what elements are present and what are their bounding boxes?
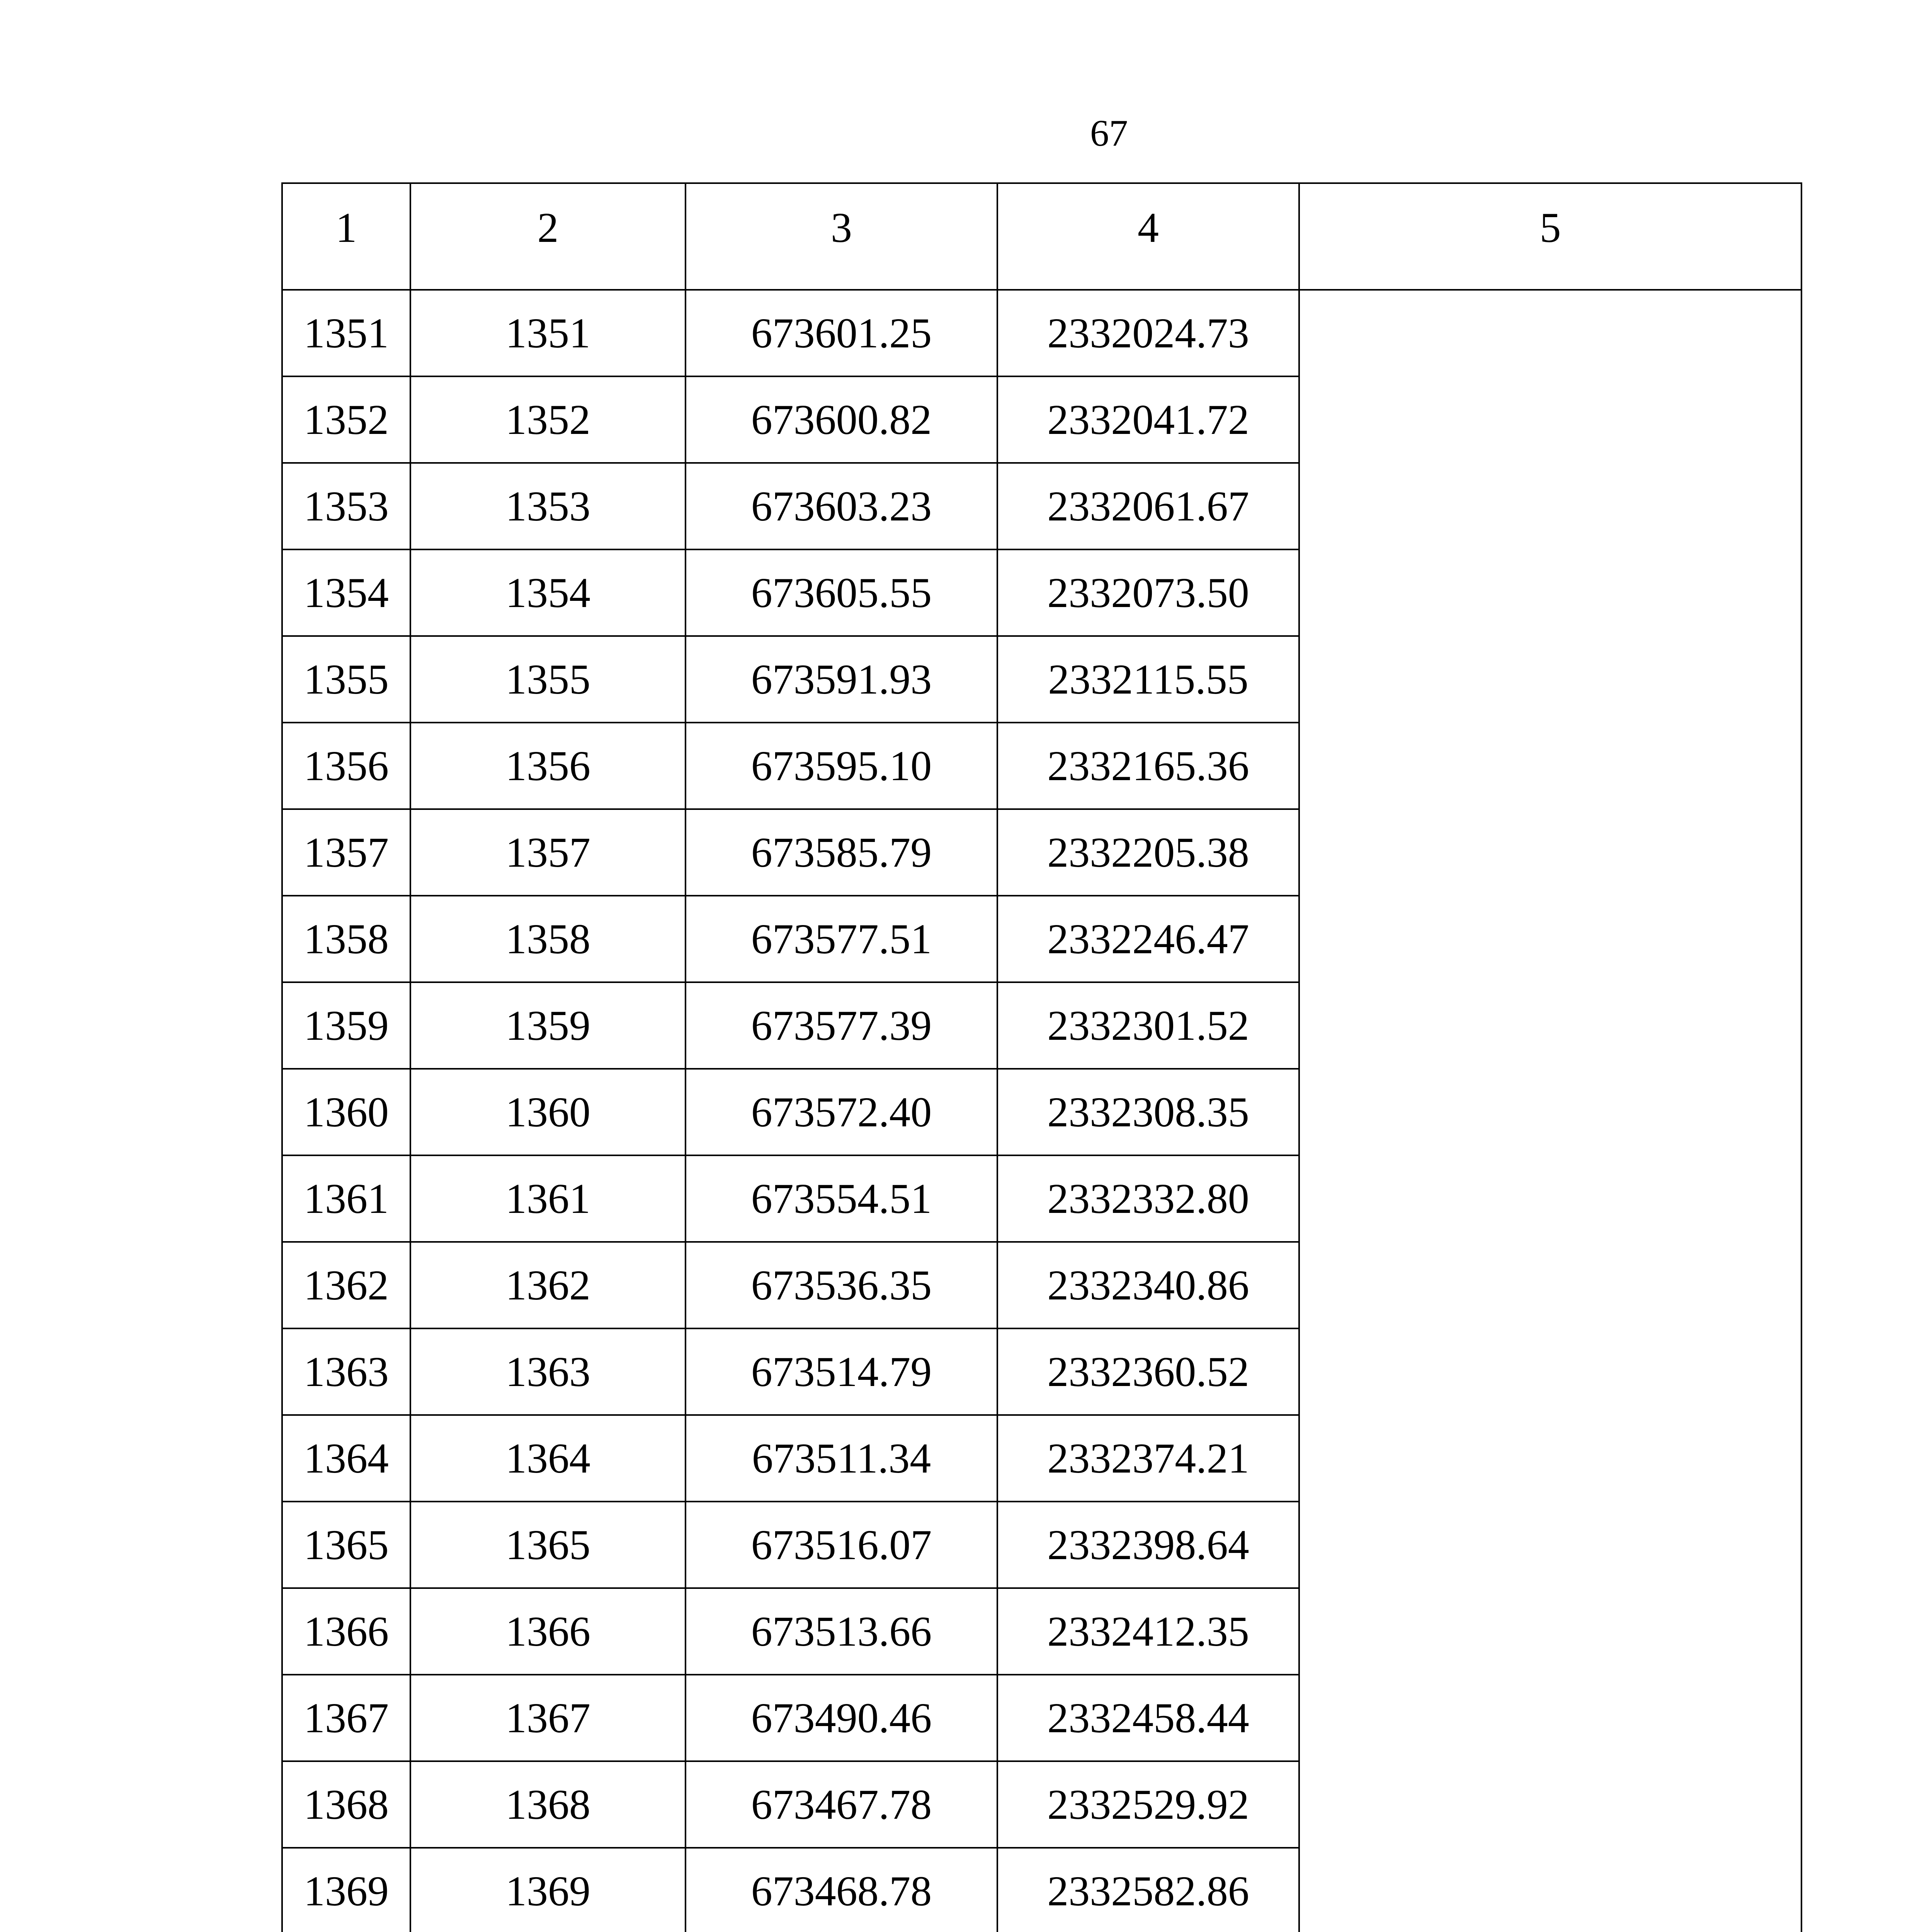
- table-cell-col-2: 1369: [410, 1848, 685, 1932]
- header-row: [282, 183, 1801, 290]
- column-header-2: 2: [410, 183, 685, 290]
- table-cell-col-3: 673577.51: [685, 896, 997, 982]
- table-cell-col-4: 2332332.80: [997, 1155, 1299, 1242]
- table-cell-col-4: 2332041.72: [997, 376, 1299, 463]
- table-cell-col-4: 2332308.35: [997, 1069, 1299, 1155]
- table-cell-col-2: 1351: [410, 290, 685, 376]
- table-cell-col-3: 673577.39: [685, 982, 997, 1069]
- table-cell-col-3: 673595.10: [685, 723, 997, 809]
- table-cell-col-4: 2332529.92: [997, 1761, 1299, 1848]
- table-cell-col-3: 673514.79: [685, 1328, 997, 1415]
- table-cell-col-1: 1365: [282, 1502, 410, 1588]
- table-cell-col-4: 2332360.52: [997, 1328, 1299, 1415]
- table-cell-col-4: 2332165.36: [997, 723, 1299, 809]
- table-cell-col-1: 1354: [282, 549, 410, 636]
- table-cell-col-3: 673605.55: [685, 549, 997, 636]
- table-cell-col-4: 2332340.86: [997, 1242, 1299, 1328]
- coordinates-table: [281, 182, 1802, 1932]
- table-cell-col-2: 1365: [410, 1502, 685, 1588]
- table-cell-col-4: 2332374.21: [997, 1415, 1299, 1502]
- table-cell-col-4: 2332205.38: [997, 809, 1299, 896]
- table-cell-col-1: 1355: [282, 636, 410, 723]
- table-cell-col-1: 1369: [282, 1848, 410, 1932]
- table-cell-col-3: 673572.40: [685, 1069, 997, 1155]
- table-cell-col-2: 1358: [410, 896, 685, 982]
- table-cell-col-4: 2332246.47: [997, 896, 1299, 982]
- table-cell-col-1: 1366: [282, 1588, 410, 1675]
- table-cell-col-4: 2332582.86: [997, 1848, 1299, 1932]
- table-cell-col-2: 1363: [410, 1328, 685, 1415]
- column-header-5: 5: [1299, 183, 1801, 290]
- table-cell-col-2: 1361: [410, 1155, 685, 1242]
- column-header-4: 4: [997, 183, 1299, 290]
- table-cell-col-1: 1359: [282, 982, 410, 1069]
- table-cell-col-3: 673516.07: [685, 1502, 997, 1588]
- table-cell-col-1: 1357: [282, 809, 410, 896]
- table-header: [282, 183, 1801, 290]
- table-cell-col-5: [1299, 290, 1801, 1932]
- table-cell-col-1: 1360: [282, 1069, 410, 1155]
- table-cell-col-1: 1351: [282, 290, 410, 376]
- table-cell-col-3: 673513.66: [685, 1588, 997, 1675]
- table-cell-col-3: 673536.35: [685, 1242, 997, 1328]
- table-cell-col-4: 2332301.52: [997, 982, 1299, 1069]
- table-cell-col-1: 1362: [282, 1242, 410, 1328]
- table-cell-col-2: 1352: [410, 376, 685, 463]
- page-number: 67: [1090, 112, 1128, 154]
- table-cell-col-3: 673468.78: [685, 1848, 997, 1932]
- table-cell-col-4: 2332061.67: [997, 463, 1299, 549]
- table-cell-col-2: 1353: [410, 463, 685, 549]
- table-cell-col-3: 673511.34: [685, 1415, 997, 1502]
- table-cell-col-2: 1366: [410, 1588, 685, 1675]
- table-cell-col-1: 1352: [282, 376, 410, 463]
- table-cell-col-2: 1357: [410, 809, 685, 896]
- table-cell-col-3: 673600.82: [685, 376, 997, 463]
- column-header-3: 3: [685, 183, 997, 290]
- table-cell-col-1: 1364: [282, 1415, 410, 1502]
- table-cell-col-4: 2332073.50: [997, 549, 1299, 636]
- table-cell-col-1: 1367: [282, 1675, 410, 1761]
- table-cell-col-3: 673601.25: [685, 290, 997, 376]
- table-cell-col-1: 1358: [282, 896, 410, 982]
- table-cell-col-4: 2332398.64: [997, 1502, 1299, 1588]
- table-cell-col-4: 2332024.73: [997, 290, 1299, 376]
- table-cell-col-2: 1364: [410, 1415, 685, 1502]
- table-cell-col-4: 2332412.35: [997, 1588, 1299, 1675]
- column-header-1: 1: [282, 183, 410, 290]
- table-row: [282, 290, 1801, 376]
- table-cell-col-2: 1356: [410, 723, 685, 809]
- table-cell-col-2: 1367: [410, 1675, 685, 1761]
- table-cell-col-1: 1353: [282, 463, 410, 549]
- table-cell-col-3: 673591.93: [685, 636, 997, 723]
- table-cell-col-3: 673554.51: [685, 1155, 997, 1242]
- table-cell-col-2: 1355: [410, 636, 685, 723]
- table-body: [282, 290, 1801, 1932]
- table-cell-col-4: 2332458.44: [997, 1675, 1299, 1761]
- table-cell-col-1: 1361: [282, 1155, 410, 1242]
- table-cell-col-3: 673603.23: [685, 463, 997, 549]
- table-cell-col-2: 1354: [410, 549, 685, 636]
- table-cell-col-2: 1360: [410, 1069, 685, 1155]
- table-cell-col-2: 1359: [410, 982, 685, 1069]
- table-cell-col-2: 1368: [410, 1761, 685, 1848]
- table-cell-col-1: 1356: [282, 723, 410, 809]
- table-cell-col-1: 1363: [282, 1328, 410, 1415]
- table-cell-col-4: 2332115.55: [997, 636, 1299, 723]
- table-cell-col-3: 673490.46: [685, 1675, 997, 1761]
- table-cell-col-2: 1362: [410, 1242, 685, 1328]
- table-cell-col-3: 673585.79: [685, 809, 997, 896]
- table-cell-col-1: 1368: [282, 1761, 410, 1848]
- table-cell-col-3: 673467.78: [685, 1761, 997, 1848]
